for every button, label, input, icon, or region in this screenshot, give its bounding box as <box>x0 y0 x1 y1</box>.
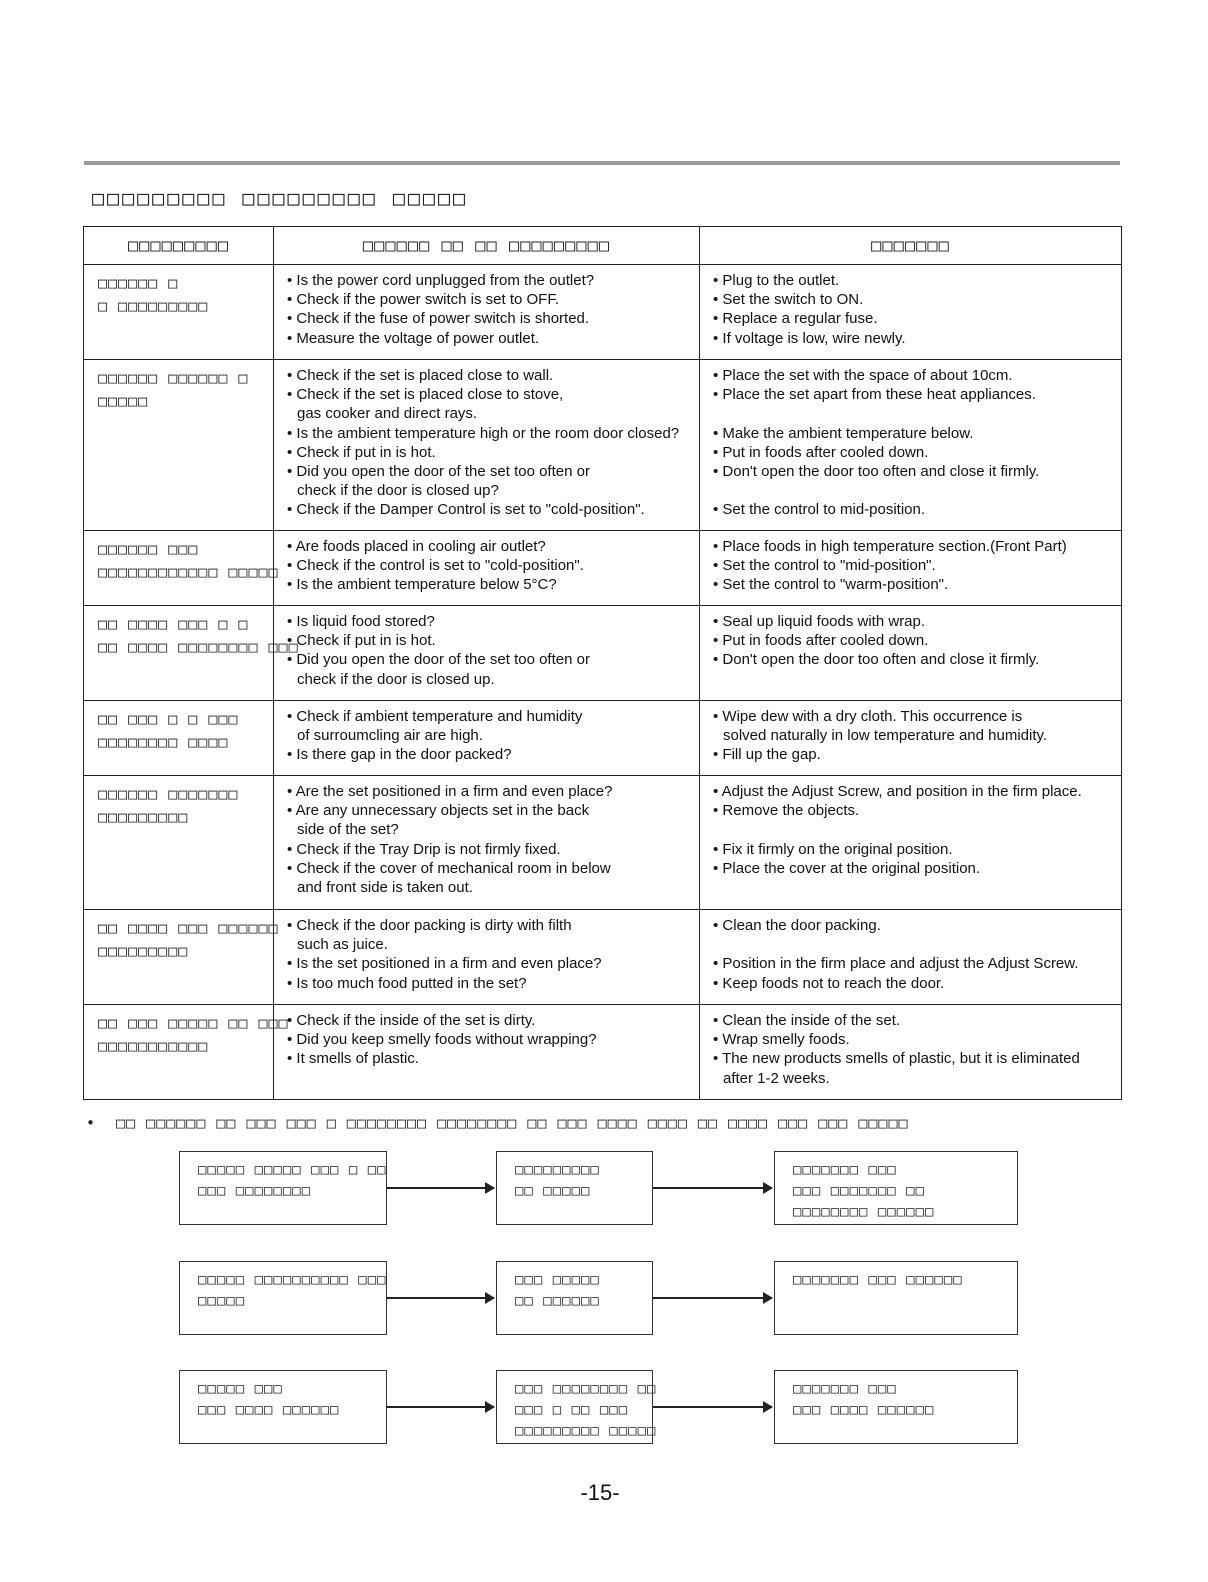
check-line: • Are foods placed in cooling air outlet? <box>287 538 546 555</box>
check-line: • Are the set positioned in a firm and even place? <box>287 783 613 800</box>
check-line: • Check if put in is hot. <box>287 632 436 650</box>
symptom-cell <box>84 910 279 1005</box>
check-cell <box>274 360 700 531</box>
remedy-line: • Fill up the gap. <box>713 746 821 764</box>
flow-box <box>774 1261 1018 1335</box>
check-line: • Did you keep smelly foods without wrapping? <box>287 1031 597 1049</box>
remedy-cell <box>700 1005 1122 1100</box>
symptom-line: □□ □□□□ □□□ □□□□□□ <box>98 919 279 937</box>
symptom-cell <box>84 265 274 360</box>
remedy-line: • Place foods in high temperature section.(Front Part) <box>713 538 1067 555</box>
troubleshooting-table <box>83 226 1122 1100</box>
check-line: • Is there gap in the door packed? <box>287 746 512 764</box>
check-line: • Check if the door packing is dirty with filth <box>287 917 572 934</box>
check-line: • Check if the Tray Drip is not firmly fixed. <box>287 840 561 858</box>
check-line: • Is the set positioned in a firm and even place? <box>287 955 602 973</box>
remedy-line <box>713 935 1115 954</box>
check-cell <box>274 531 700 606</box>
flow-box-line: □□□□□□□ □□□ <box>793 1162 897 1178</box>
check-line: • Did you open the door of the set too often or <box>287 463 590 481</box>
remedy-line: • Put in foods after cooled down. <box>713 443 929 461</box>
table-header-row <box>84 227 1122 265</box>
remedy-line: • Don't open the door too often and close it firmly. <box>713 651 1040 669</box>
symptom-cell <box>84 531 279 606</box>
symptom-line: □□□□□□□□ □□□□ <box>98 733 229 751</box>
flow-box-line: □□ □□□□□ <box>515 1183 591 1199</box>
check-line: • Did you open the door of the set too often or <box>287 651 590 669</box>
symptom-line: □□ □□□ □ □ □□□ <box>98 710 239 728</box>
flow-box <box>496 1151 653 1225</box>
flow-box <box>774 1370 1018 1444</box>
check-cell <box>274 1005 700 1100</box>
flow-box-line: □□□□□□□ □□□ <box>793 1381 897 1397</box>
flow-box <box>774 1151 1018 1225</box>
flow-box-line: □□□ □□□□□□□□ <box>198 1183 312 1199</box>
check-line: • Check if the fuse of power switch is shorted. <box>287 310 590 328</box>
remedy-line: • Plug to the outlet. <box>713 272 840 289</box>
flow-box-line: □□□□□ □□□ <box>198 1381 283 1397</box>
check-line: • Check if the inside of the set is dirty. <box>287 1012 536 1029</box>
flow-arrow <box>387 1187 494 1189</box>
remedy-cell <box>700 910 1122 1005</box>
remedy-line: • Replace a regular fuse. <box>713 310 878 328</box>
remedy-line <box>713 481 1115 500</box>
remedy-line: • The new products smells of plastic, but it is eliminated <box>713 1050 1080 1068</box>
check-line: • Are any unnecessary objects set in the back <box>287 802 590 820</box>
remedy-line <box>713 820 1115 839</box>
remedy-line: • Clean the door packing. <box>713 917 881 934</box>
header-symptom: □□□□□□□□□ <box>84 227 274 265</box>
flow-box <box>179 1151 387 1225</box>
remedy-cell <box>700 606 1122 701</box>
symptom-line: □□□□□□ □□□□□□□ <box>98 785 239 803</box>
section-title: □□□□□□□□□ □□□□□□□□□ □□□□□ <box>92 186 469 210</box>
remedy-line: • Place the set apart from these heat appliances. <box>713 386 1036 404</box>
check-line: and front side is taken out. <box>297 879 473 897</box>
symptom-cell <box>84 776 274 910</box>
flow-box-line: □□□ □□□□ □□□□□□ <box>793 1402 935 1418</box>
check-line: • Check if the set is placed close to wall. <box>287 367 554 384</box>
flow-arrow <box>653 1187 772 1189</box>
flow-box-line: □□□ □□□□ □□□□□□ <box>198 1402 340 1418</box>
remedy-cell <box>700 531 1122 606</box>
check-line: • Is the power cord unplugged from the outlet? <box>287 272 595 289</box>
flow-box-line: □□□□□□□□ □□□□□□ <box>793 1204 935 1220</box>
check-cell <box>274 701 700 776</box>
check-line: • Is the ambient temperature below 5°C? <box>287 576 557 594</box>
symptom-line: □□□□□□□□□□□ <box>98 1037 209 1055</box>
check-line: • Measure the voltage of power outlet. <box>287 329 540 347</box>
remedy-line: • Position in the firm place and adjust the Adjust Screw. <box>713 955 1079 973</box>
check-line: check if the door is closed up. <box>297 670 495 688</box>
remedy-line: • Adjust the Adjust Screw, and position in the firm place. <box>713 783 1082 800</box>
footnote: • □□ □□□□□□ □□ □□□ □□□ □ □□□□□□□□ □□□□□□□□ □□ □□□ □□□□ □□□□ □□ □□□□ □□□ □□□ □□□□□ <box>86 1114 909 1132</box>
check-line: • Check if ambient temperature and humidity <box>287 708 583 725</box>
flow-arrow <box>387 1406 494 1408</box>
symptom-line: □□□□□□□□□□□□ □□□□□ <box>98 563 279 581</box>
top-rule <box>84 161 1120 165</box>
remedy-line: • Place the cover at the original position. <box>713 859 981 877</box>
check-line: • Check if put in is hot. <box>287 443 436 461</box>
symptom-line: □□□□□□□□□ <box>98 808 189 826</box>
header-remedy: □□□□□□□ <box>700 227 1122 265</box>
remedy-line: • Remove the objects. <box>713 802 860 820</box>
remedy-line: • Set the control to mid-position. <box>713 501 926 519</box>
table-row <box>84 776 1122 910</box>
flow-box-line: □□□ □□□□□□□ □□ <box>793 1183 926 1199</box>
flow-box <box>179 1261 387 1335</box>
check-cell <box>274 606 700 701</box>
remedy-line: • Clean the inside of the set. <box>713 1012 901 1029</box>
flow-box-line: □□ □□□□□□ <box>515 1293 600 1309</box>
check-line: • Check if the cover of mechanical room in below <box>287 859 611 877</box>
symptom-cell <box>84 701 274 776</box>
flow-box-line: □□□□□ □□□□□ □□□ □ □□ <box>198 1162 387 1178</box>
check-line: • It smells of plastic. <box>287 1050 419 1068</box>
symptom-line: □□□□□□ □ <box>98 274 179 292</box>
remedy-line: • Set the switch to ON. <box>713 291 864 309</box>
symptom-line: □ □□□□□□□□□ <box>98 297 209 315</box>
table-body <box>84 265 1122 1100</box>
symptom-cell <box>84 606 299 701</box>
check-line: • Check if the set is placed close to stove, <box>287 386 564 404</box>
flow-box-line: □□□ □ □□ □□□ <box>515 1402 629 1418</box>
table-row <box>84 531 1122 606</box>
table-row <box>84 1005 1122 1100</box>
page-number: -15- <box>580 1480 620 1505</box>
flow-box <box>179 1370 387 1444</box>
remedy-line: solved naturally in low temperature and humidity. <box>723 727 1048 745</box>
flow-box-line: □□□ □□□□□ <box>515 1272 600 1288</box>
remedy-line: • Set the control to "mid-position". <box>713 557 936 575</box>
remedy-cell <box>700 701 1122 776</box>
remedy-line: • Don't open the door too often and close it firmly. <box>713 463 1040 480</box>
remedy-line: • Set the control to "warm-position". <box>713 576 949 594</box>
symptom-cell <box>84 1005 289 1100</box>
symptom-line: □□□□□□ □□□□□□ □ <box>98 369 249 387</box>
check-line: check if the door is closed up? <box>297 482 499 500</box>
flow-arrow <box>653 1406 772 1408</box>
symptom-cell <box>84 360 274 531</box>
table-row <box>84 910 1122 1005</box>
header-checks: □□□□□□ □□ □□ □□□□□□□□□ <box>274 227 700 265</box>
flow-arrow <box>387 1297 494 1299</box>
remedy-line: after 1-2 weeks. <box>723 1069 830 1087</box>
remedy-line <box>713 404 1115 423</box>
table-row <box>84 701 1122 776</box>
check-cell <box>274 776 700 910</box>
symptom-line: □□ □□□□ □□□□□□□□ □□□ <box>98 638 299 656</box>
check-line: • Check if the control is set to "cold-position". <box>287 557 584 575</box>
check-cell <box>274 265 700 360</box>
flow-box <box>496 1370 657 1444</box>
check-line: gas cooker and direct rays. <box>297 405 478 423</box>
flow-box <box>496 1261 653 1335</box>
symptom-line: □□□□□□ □□□ <box>98 540 199 558</box>
check-line: • Is liquid food stored? <box>287 613 435 630</box>
check-line: • Check if the Damper Control is set to "cold-position". <box>287 501 645 519</box>
remedy-line: • Make the ambient temperature below. <box>713 424 974 442</box>
table-row <box>84 606 1122 701</box>
remedy-line: • Place the set with the space of about 10cm. <box>713 367 1013 384</box>
flow-box-line: □□□□□□□□□ <box>515 1162 600 1178</box>
table-row <box>84 360 1122 531</box>
remedy-line: • Seal up liquid foods with wrap. <box>713 613 926 630</box>
remedy-cell <box>700 776 1122 910</box>
flow-box-line: □□□□□ <box>198 1293 246 1309</box>
symptom-line: □□ □□□□ □□□ □ □ <box>98 615 249 633</box>
check-line: such as juice. <box>297 936 388 954</box>
remedy-line: • If voltage is low, wire newly. <box>713 329 906 347</box>
symptom-line: □□□□□ <box>98 392 149 410</box>
check-line: • Is the ambient temperature high or the room door closed? <box>287 424 680 442</box>
remedy-line: • Wipe dew with a dry cloth. This occurrence is <box>713 708 1023 725</box>
remedy-line: • Fix it firmly on the original position. <box>713 840 953 858</box>
flow-box-line: □□□□□□□ □□□ □□□□□□ <box>793 1272 963 1288</box>
check-cell <box>274 910 700 1005</box>
remedy-cell <box>700 265 1122 360</box>
symptom-line: □□ □□□ □□□□□ □□ □□□ <box>98 1014 289 1032</box>
check-line: of surroumcling air are high. <box>297 727 483 745</box>
check-line: • Is too much food putted in the set? <box>287 974 527 992</box>
remedy-line: • Wrap smelly foods. <box>713 1031 850 1049</box>
remedy-cell <box>700 360 1122 531</box>
remedy-line: • Keep foods not to reach the door. <box>713 974 945 992</box>
flow-box-line: □□□ □□□□□□□□ □□ <box>515 1381 657 1397</box>
check-line: • Check if the power switch is set to OFF. <box>287 291 560 309</box>
check-line: side of the set? <box>297 821 399 839</box>
flow-box-line: □□□□□ □□□□□□□□□□ □□□ <box>198 1272 387 1288</box>
symptom-line: □□□□□□□□□ <box>98 942 189 960</box>
flow-box-line: □□□□□□□□□ □□□□□ <box>515 1423 657 1439</box>
table-row <box>84 265 1122 360</box>
flow-arrow <box>653 1297 772 1299</box>
remedy-line: • Put in foods after cooled down. <box>713 632 929 650</box>
